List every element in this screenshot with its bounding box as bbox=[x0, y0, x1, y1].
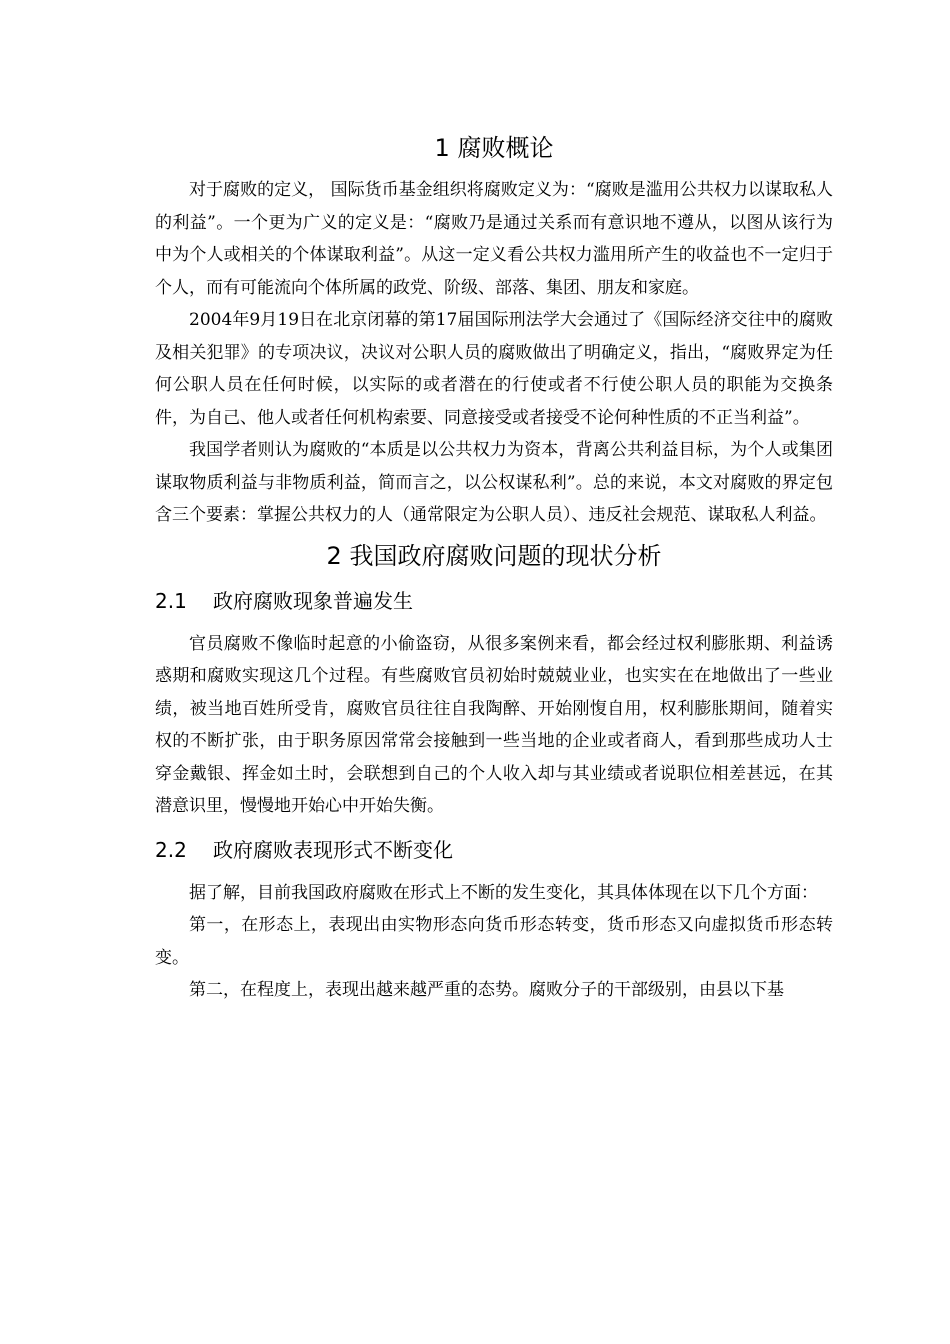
section-1-paragraph-3: 我国学者则认为腐败的“本质是以公共权力为资本，背离公共利益目标，为个人或集团谋取物质利益与非物质利益，简而言之，以公权谋私利”。总的来说，本文对腐败的界定包含三个要素：掌握公共权力的人（通常限定为公职人员）、违反社会规范、谋取私人利益。 bbox=[155, 440, 833, 525]
subsection-2-2-paragraph-1: 据了解，目前我国政府腐败在形式上不断的发生变化，其具体体现在以下几个方面： bbox=[189, 882, 818, 903]
subsection-2-1-heading bbox=[155, 578, 833, 624]
subsection-2-2-heading bbox=[155, 827, 833, 873]
subsection-2-2-title: 政府腐败表现形式不断变化 bbox=[213, 837, 453, 862]
section-1-title: 1 腐败概论 bbox=[434, 134, 554, 162]
subsection-2-2-paragraph-2: 第一，在形态上，表现出由实物形态向货币形态转变，货币形态又向虚拟货币形态转变。 bbox=[155, 915, 833, 968]
section-1-paragraph-1: 对于腐败的定义， 国际货币基金组织将腐败定义为：“腐败是滥用公共权力以谋取私人的利益”。一个更为广义的定义是：“腐败乃是通过关系而有意识地不遵从，以图从该行为中为个人或相关的个体谋取利益”。从这一定义看公共权力滥用所产生的收益也不一定归于个人，而有可能流向个体所属的政党、阶级、部落、集团、朋友和家庭。 bbox=[155, 180, 833, 298]
subsection-2-2-paragraph-3: 第二，在程度上，表现出越来越严重的态势。腐败分子的干部级别，由县以下基 bbox=[189, 980, 784, 1000]
subsection-2-1-number: 2.1 bbox=[155, 588, 187, 613]
section-1-paragraph-2: 2004年9月19日在北京闭幕的第17届国际刑法学大会通过了《国际经济交往中的腐败及相关犯罪》的专项决议，决议对公职人员的腐败做出了明确定义，指出，“腐败界定为任何公职人员在任何时候，以实际的或者潜在的行使或者不行使公职人员的职能为交换条件，为自己、他人或者任何机构索要、同意接受或者接受不论何种性质的不正当利益”。 bbox=[155, 310, 833, 428]
subsection-2-1-paragraph-1: 官员腐败不像临时起意的小偷盗窃，从很多案例来看，都会经过权利膨胀期、利益诱惑期和腐败实现这几个过程。有些腐败官员初始时兢兢业业，也实实在在地做出了一些业绩，被当地百姓所受肯，腐败官员往往自我陶醉、开始刚愎自用，权利膨胀期间，随着实权的不断扩张，由于职务原因常常会接触到一些当地的企业或者商人，看到那些成功人士穿金戴银、挥金如土时，会联想到自己的个人收入却与其业绩或者说职位相差甚远，在其潜意识里，慢慢地开始心中开始失衡。 bbox=[155, 633, 833, 816]
subsection-2-1-title: 政府腐败现象普遍发生 bbox=[213, 588, 413, 613]
subsection-2-2-number: 2.2 bbox=[155, 837, 187, 862]
document-body bbox=[155, 128, 833, 1007]
section-2-title: 2 我国政府腐败问题的现状分析 bbox=[326, 541, 662, 570]
